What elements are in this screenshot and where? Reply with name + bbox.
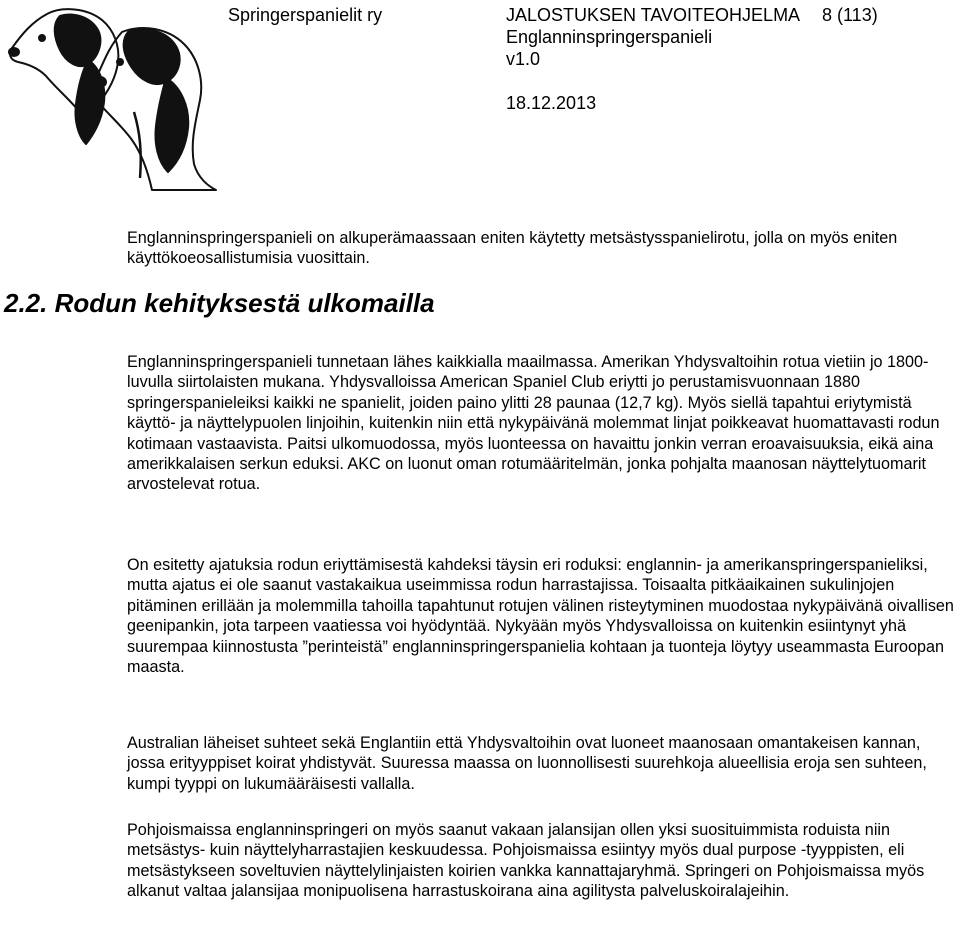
intro-paragraph: Englanninspringerspanieli on alkuperämaassaan eniten käytetty metsästysspanielirotu, jolla on myös eniten käyttökoeosallistumisia vuosittain. <box>127 229 898 268</box>
document-title: JALOSTUKSEN TAVOITEOHJELMA <box>506 5 801 25</box>
document-version: v1.0 <box>506 49 541 69</box>
body-paragraph: Englanninspringerspanieli tunnetaan lähes kaikkialla maailmassa. Amerikan Yhdysvaltoihin rotua vietiin jo 1800-luvulla siirtolaisten mukana. Yhdysvalloissa American Spaniel Club eriytti jo perustamisvuonnaan 1880 springerspanieleiksi kaikki ne spanielit, joiden paino ylitti 28 paunaa (12,7 kg). Myös siellä tapahtui eriytymistä käyttö- ja näyttelypuolen linjoihin, kuitenkin niin että nykypäivänä molemmat linjat poikkeavat huomattavasti rodun kotimaan vastaavista. Paitsi ulkomuodossa, myös luonteessa on havaittu jonkin verran eroavaisuuksia, eikä aina amerikkalaisen serkun eduksi. AKC on luonut oman rotumääritelmän, jonka pohjalta maanosan näyttelytuomarit arvostelevat rotua. <box>127 353 940 494</box>
page-number: 8 (113) <box>822 5 878 25</box>
document-date: 18.12.2013 <box>506 93 597 113</box>
springer-spaniel-logo-icon <box>2 2 222 192</box>
body-paragraph: On esitetty ajatuksia rodun eriyttämisestä kahdeksi täysin eri roduksi: englannin- ja amerikanspringerspanieliksi, mutta ajatus ei ole saanut vastakaikua useimmissa rodun harrastajissa. Toisaalta pitkäaikainen sukulinjojen pitäminen erillään ja molemmilla tahoilla tapahtunut rotujen välinen risteytyminen muodostaa nykypäivänä oivallisen geenipankin, jota tarpeen vaatiessa voi hyödyntää. Nykyään myös Yhdysvalloissa on kuitenkin esiintynyt yhä suurempaa kiinnostusta ”perinteistä” englanninspringerspanielia kohtaan ja tuonteja löytyy useammasta Euroopan maasta. <box>127 556 954 677</box>
section-heading: 2.2. Rodun kehityksestä ulkomailla <box>4 288 435 318</box>
organization-name: Springerspanielit ry <box>228 5 383 25</box>
breed-name: Englanninspringerspanieli <box>506 27 713 47</box>
body-paragraph: Pohjoismaissa englanninspringeri on myös saanut vakaan jalansijan ollen yksi suosituimmista roduista niin metsästys- kuin näyttelyharrastajien keskuudessa. Pohjoismaissa esiintyy myös dual purpose -tyyppisten, eli metsästykseen soveltuvien näyttelylinjaisten koirien vankka kannattajaryhmä. Springeri on Pohjoismaissa myös alkanut valtaa jalansijaa monipuolisena harrastuskoirana aina agilitysta palveluskoiralajeihin. <box>127 821 925 901</box>
body-paragraph: Australian läheiset suhteet sekä Englantiin että Yhdysvaltoihin ovat luoneet maanosaan omantakeisen kannan, jossa erityyppiset koirat yhdistyvät. Suuressa maassa on luonnollisesti suurehkoja alueellisia eroja sen suhteen, kumpi tyyppi on lukumääräisesti vallalla. <box>127 734 927 793</box>
